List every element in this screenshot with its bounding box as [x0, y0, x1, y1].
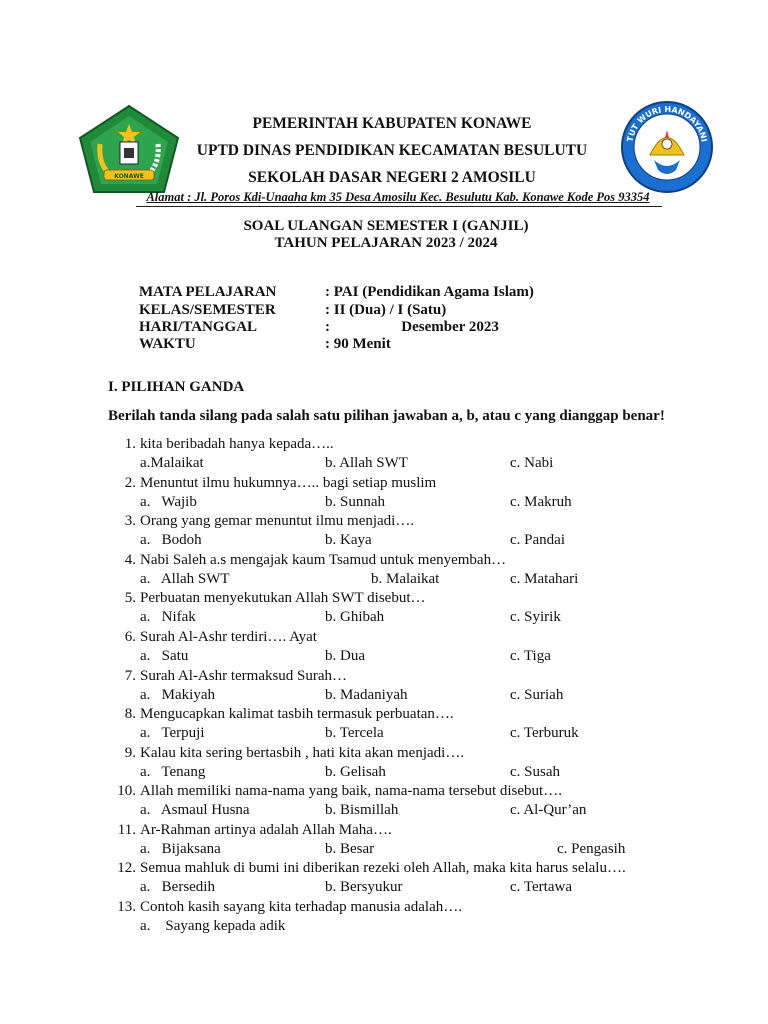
option-c: c. Makruh — [510, 494, 572, 510]
option-a: a. Asmaul Husna — [140, 802, 250, 818]
tut-wuri-logo-text: TUT WURI HANDAYANI — [625, 104, 709, 143]
question-5-options — [0, 609, 768, 629]
instruction: Berilah tanda silang pada salah satu pilihan jawaban a, b, atau c yang dianggap benar! — [108, 408, 665, 424]
info-key: HARI/TANGGAL — [139, 319, 258, 335]
option-b: b. Kaya — [325, 532, 372, 548]
question-7 — [0, 668, 768, 688]
option-b: b. Allah SWT — [325, 455, 408, 471]
question-8 — [0, 706, 768, 726]
option-c: c. Tiga — [510, 648, 551, 664]
option-b: b. Besar — [325, 841, 375, 857]
question-11 — [0, 822, 768, 842]
option-a: a. Sayang kepada adik — [140, 918, 286, 934]
question-2 — [0, 475, 768, 495]
option-b: b. Sunnah — [325, 494, 385, 510]
header-line-2 — [0, 142, 768, 160]
info-key: MATA PELAJARAN — [139, 284, 277, 300]
question-number: 7. — [124, 668, 136, 684]
question-number: 3. — [124, 513, 136, 529]
question-number: 2. — [124, 475, 136, 491]
question-text: Semua mahluk di bumi ini diberikan rezeki oleh Allah, maka kita harus selalu…. — [140, 860, 626, 876]
school-address: Alamat : Jl. Poros Kdi-Unaaha km 35 Desa Amosilu Kec. Besulutu Kab. Konawe Kode Pos 93354 — [146, 190, 650, 204]
question-10 — [0, 783, 768, 803]
option-a: a. Makiyah — [140, 687, 215, 703]
question-13 — [0, 899, 768, 919]
info-value: : 90 Menit — [325, 336, 391, 352]
option-a: a. Nifak — [140, 609, 196, 625]
info-value: : PAI (Pendidikan Agama Islam) — [325, 284, 534, 300]
option-c: c. Al-Qur’an — [510, 802, 587, 818]
question-12 — [0, 860, 768, 880]
question-5 — [0, 590, 768, 610]
option-a: a. Bijaksana — [140, 841, 221, 857]
option-c: c. Nabi — [510, 455, 554, 471]
question-number: 8. — [124, 706, 136, 722]
question-11-options — [0, 841, 768, 861]
option-c: c. Pengasih — [557, 841, 626, 857]
question-text: Surah Al-Ashr termaksud Surah… — [140, 668, 348, 684]
option-a: a. Terpuji — [140, 725, 205, 741]
section-title: I. PILIHAN GANDA — [108, 379, 245, 395]
school-name: SEKOLAH DASAR NEGERI 2 AMOSILU — [248, 169, 536, 186]
info-row-time — [0, 336, 768, 356]
question-text: Surah Al-Ashr terdiri…. Ayat — [140, 629, 317, 645]
question-number: 1. — [124, 436, 136, 452]
question-text: kita beribadah hanya kepada….. — [140, 436, 334, 452]
info-row-subject — [0, 284, 768, 304]
question-6-options — [0, 648, 768, 668]
option-b: b. Ghibah — [325, 609, 385, 625]
option-a: a. Wajib — [140, 494, 197, 510]
question-4-options — [0, 571, 768, 591]
option-c: c. Syirik — [510, 609, 561, 625]
question-number: 10. — [117, 783, 136, 799]
info-key: WAKTU — [139, 336, 196, 352]
question-number: 4. — [124, 552, 136, 568]
option-b: b. Bismillah — [325, 802, 399, 818]
question-1-options — [0, 455, 768, 475]
header-divider — [136, 206, 662, 207]
option-b: b. Gelisah — [325, 764, 386, 780]
option-b: b. Dua — [325, 648, 365, 664]
question-1 — [0, 436, 768, 456]
question-4 — [0, 552, 768, 572]
question-9-options — [0, 764, 768, 784]
option-b: b. Bersyukur — [325, 879, 403, 895]
question-text: Mengucapkan kalimat tasbih termasuk perbuatan…. — [140, 706, 454, 722]
konawe-logo-text: KONAWE — [114, 173, 144, 180]
question-text: Menuntut ilmu hukumnya….. bagi setiap muslim — [140, 475, 437, 491]
question-6 — [0, 629, 768, 649]
question-12-options — [0, 879, 768, 899]
question-7-options — [0, 687, 768, 707]
question-text: Ar-Rahman artinya adalah Allah Maha…. — [140, 822, 392, 838]
question-number: 11. — [117, 822, 136, 838]
question-3 — [0, 513, 768, 533]
question-8-options — [0, 725, 768, 745]
question-13-options — [0, 918, 768, 938]
question-text: Kalau kita sering bertasbih , hati kita akan menjadi…. — [140, 745, 465, 761]
exam-year: TAHUN PELAJARAN 2023 / 2024 — [274, 235, 498, 251]
info-value: : II (Dua) / I (Satu) — [325, 302, 447, 318]
option-a: a.Malaikat — [140, 455, 204, 471]
header-line-3 — [0, 169, 768, 187]
option-a: a. Bersedih — [140, 879, 215, 895]
question-10-options — [0, 802, 768, 822]
info-key: KELAS/SEMESTER — [139, 302, 276, 318]
question-number: 12. — [117, 860, 136, 876]
question-9 — [0, 745, 768, 765]
department-name: UPTD DINAS PENDIDIKAN KECAMATAN BESULUTU — [196, 142, 588, 159]
question-3-options — [0, 532, 768, 552]
question-text: Allah memiliki nama-nama yang baik, nama-nama tersebut disebut…. — [140, 783, 562, 799]
option-c: c. Pandai — [510, 532, 565, 548]
exam-title: SOAL ULANGAN SEMESTER I (GANJIL) — [243, 218, 529, 234]
question-number: 9. — [124, 745, 136, 761]
question-number: 6. — [124, 629, 136, 645]
option-b: b. Tercela — [325, 725, 384, 741]
option-c: c. Suriah — [510, 687, 564, 703]
option-a: a. Satu — [140, 648, 189, 664]
option-a: a. Tenang — [140, 764, 206, 780]
option-c: c. Terburuk — [510, 725, 579, 741]
option-c: c. Matahari — [510, 571, 579, 587]
header-line-1 — [0, 115, 768, 133]
government-name: PEMERINTAH KABUPATEN KONAWE — [252, 115, 532, 132]
info-value: : Desember 2023 — [325, 319, 499, 335]
option-b: b. Madaniyah — [325, 687, 408, 703]
option-c: c. Susah — [510, 764, 560, 780]
question-number: 13. — [117, 899, 136, 915]
option-a: a. Allah SWT — [140, 571, 230, 587]
option-a: a. Bodoh — [140, 532, 202, 548]
option-b: b. Malaikat — [371, 571, 440, 587]
question-2-options — [0, 494, 768, 514]
question-number: 5. — [124, 590, 136, 606]
question-text: Contoh kasih sayang kita terhadap manusia adalah…. — [140, 899, 462, 915]
question-text: Perbuatan menyekutukan Allah SWT disebut… — [140, 590, 426, 606]
question-text: Nabi Saleh a.s mengajak kaum Tsamud untuk menyembah… — [140, 552, 507, 568]
option-c: c. Tertawa — [510, 879, 572, 895]
question-text: Orang yang gemar menuntut ilmu menjadi…. — [140, 513, 415, 529]
